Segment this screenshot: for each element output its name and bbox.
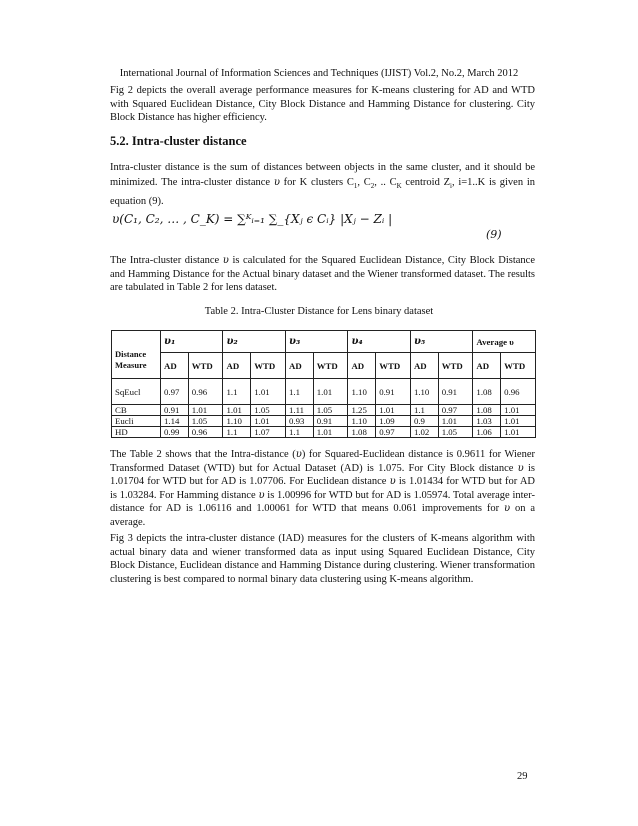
cell: 1.05 bbox=[438, 427, 473, 438]
cell: 0.91 bbox=[313, 416, 348, 427]
cell: 1.01 bbox=[313, 427, 348, 438]
para4-f: on a average. bbox=[110, 503, 535, 528]
paragraph-intra-definition bbox=[110, 160, 535, 209]
para2-b: for K clusters C bbox=[279, 177, 354, 188]
cell: 0.96 bbox=[188, 379, 223, 405]
cell: 0.99 bbox=[161, 427, 189, 438]
subheader: WTD bbox=[313, 353, 348, 379]
paragraph-fig2: Fig 2 depicts the overall average performance measures for K-means clustering for AD and WTD with Squared Euclidean Distance, City Block Distance and Hamming Distance for clustering. City Block Distance has higher efficiency. bbox=[110, 85, 535, 123]
cell: 1.03 bbox=[473, 416, 501, 427]
para3-b: is calculated for the Squared Euclidean Distance, City Block Distance and Hamming Distance for the Actual binary dataset and the Wiener transformed dataset. The results are tabulated in Table 2 for lens dataset. bbox=[110, 255, 535, 293]
para3-a: The Intra-cluster distance bbox=[110, 255, 223, 266]
subheader: AD bbox=[348, 353, 376, 379]
cell: 0.96 bbox=[188, 427, 223, 438]
cell: 0.91 bbox=[438, 379, 473, 405]
table-caption: Table 2. Intra-Cluster Distance for Lens binary dataset bbox=[204, 306, 434, 317]
para4-c: is 1.01704 for WTD but for AD is 1.07706. For Euclidean distance bbox=[110, 462, 535, 487]
group-header: υ₃ bbox=[285, 331, 347, 353]
para2-c: , C bbox=[357, 177, 371, 188]
cell: 1.01 bbox=[313, 379, 348, 405]
cell: 1.01 bbox=[501, 416, 536, 427]
paragraph-fig3: Fig 3 depicts the intra-cluster distance (IAD) measures for the clusters of K-means algorithm with actual binary data and wiener transformed data as input using Squared Euclidean Distance, City Block Distance, Euclidean distance and Hamming Distance during clustering. Wiener transformation clustering is best compared to normal binary data clustering using K-means algorithm. bbox=[110, 533, 535, 585]
sub-k: K bbox=[396, 182, 402, 191]
upsilon-symbol: υ bbox=[273, 177, 280, 188]
cell: 1.05 bbox=[188, 416, 223, 427]
cell: 1.1 bbox=[223, 427, 251, 438]
group-header: υ₂ bbox=[223, 331, 285, 353]
cell: 1.06 bbox=[473, 427, 501, 438]
cell: 1.01 bbox=[223, 405, 251, 416]
cell: 1.01 bbox=[251, 379, 286, 405]
page-number: 29 bbox=[517, 771, 528, 782]
cell: 0.97 bbox=[438, 405, 473, 416]
journal-header: International Journal of Information Sciences and Techniques (IJIST) Vol.2, No.2, March 2012 bbox=[119, 68, 519, 79]
subheader: AD bbox=[473, 353, 501, 379]
cell: 1.01 bbox=[376, 405, 411, 416]
cell: 1.1 bbox=[285, 427, 313, 438]
group-header: υ₅ bbox=[410, 331, 472, 353]
upsilon-symbol: υ bbox=[389, 476, 396, 487]
para2-f: , i=1..K is given in equation (9). bbox=[110, 177, 536, 208]
row-label: CB bbox=[112, 405, 161, 416]
subheader: AD bbox=[223, 353, 251, 379]
upsilon-symbol: υ bbox=[517, 462, 524, 474]
cell: 0.91 bbox=[161, 405, 189, 416]
cell: 1.08 bbox=[473, 405, 501, 416]
cell: 1.05 bbox=[251, 405, 286, 416]
cell: 1.01 bbox=[251, 416, 286, 427]
upsilon-symbol: υ bbox=[222, 255, 229, 266]
cell: 1.11 bbox=[285, 405, 313, 416]
paragraph-intra-calc bbox=[110, 254, 535, 295]
para4-a: The Table 2 shows that the Intra-distance ( bbox=[110, 449, 296, 460]
cell: 1.1 bbox=[285, 379, 313, 405]
sub-2: 2 bbox=[370, 182, 375, 191]
subheader: WTD bbox=[188, 353, 223, 379]
cell: 0.91 bbox=[376, 379, 411, 405]
upsilon-symbol: υ bbox=[503, 503, 511, 514]
section-heading: 5.2. Intra-cluster distance bbox=[110, 134, 247, 148]
table-row bbox=[112, 416, 536, 427]
upsilon-symbol: υ bbox=[295, 449, 302, 460]
subheader: WTD bbox=[501, 353, 536, 379]
subheader: WTD bbox=[376, 353, 411, 379]
cell: 1.01 bbox=[501, 427, 536, 438]
para4-d: is 1.01434 for WTD but for AD is 1.03284. For Hamming distance bbox=[110, 476, 535, 501]
group-header-average: Average υ bbox=[473, 331, 536, 353]
cell: 0.97 bbox=[161, 379, 189, 405]
cell: 1.08 bbox=[473, 379, 501, 405]
cell: 1.05 bbox=[313, 405, 348, 416]
cell: 1.10 bbox=[348, 379, 376, 405]
paragraph-table-analysis bbox=[110, 448, 535, 529]
sub-1: 1 bbox=[353, 182, 358, 191]
para4-b: ) for Squared-Euclidean distance is 0.9611 for Wiener Transformed Dataset (WTD) but for Actual Dataset (AD) is 1.075. For City Block distance bbox=[110, 449, 535, 474]
cell: 0.93 bbox=[285, 416, 313, 427]
row-label: HD bbox=[112, 427, 161, 438]
group-header: υ₁ bbox=[161, 331, 223, 353]
para2-a: minimized. The intra-cluster distance bbox=[110, 177, 274, 188]
subheader: AD bbox=[410, 353, 438, 379]
upsilon-symbol: υ bbox=[258, 489, 265, 501]
cell: 1.1 bbox=[410, 405, 438, 416]
cell: 1.14 bbox=[161, 416, 189, 427]
cell: 1.1 bbox=[223, 379, 251, 405]
cell: 1.01 bbox=[501, 405, 536, 416]
subheader: AD bbox=[285, 353, 313, 379]
cell: 1.10 bbox=[223, 416, 251, 427]
cell: 1.01 bbox=[438, 416, 473, 427]
para4-e: is 1.00996 for WTD but for AD is 1.05974. Total average inter-distance for AD is 1.06116 and 1.00061 for WTD that means 0.061 improvements for bbox=[110, 489, 535, 514]
cell: 1.10 bbox=[410, 379, 438, 405]
cell: 0.9 bbox=[410, 416, 438, 427]
table-row bbox=[112, 379, 536, 405]
row-label: Eucli bbox=[112, 416, 161, 427]
para2-line1: Intra-cluster distance is the sum of distances between objects in the same cluster, and it should be bbox=[110, 162, 535, 173]
cell: 1.08 bbox=[348, 427, 376, 438]
equation-9: υ(C₁, C₂, … , C_K) = ∑ᴷᵢ₌₁ ∑_{Xⱼ ϵ Cᵢ} |Xⱼ − Zᵢ | bbox=[112, 212, 393, 226]
cell: 1.25 bbox=[348, 405, 376, 416]
group-header: υ₄ bbox=[348, 331, 410, 353]
subheader: WTD bbox=[438, 353, 473, 379]
para2-e: centroid Z bbox=[401, 177, 450, 188]
row-label: SqEucl bbox=[112, 379, 161, 405]
sub-i: i bbox=[450, 182, 452, 191]
intra-cluster-table bbox=[111, 330, 536, 438]
cell: 1.02 bbox=[410, 427, 438, 438]
distance-measure-header: Distance Measure bbox=[112, 331, 161, 379]
subheader: WTD bbox=[251, 353, 286, 379]
subheader: AD bbox=[161, 353, 189, 379]
para2-d: , .. C bbox=[374, 177, 397, 188]
cell: 1.10 bbox=[348, 416, 376, 427]
cell: 1.07 bbox=[251, 427, 286, 438]
cell: 0.96 bbox=[501, 379, 536, 405]
equation-number: (9) bbox=[486, 228, 502, 241]
table-row bbox=[112, 427, 536, 438]
cell: 0.97 bbox=[376, 427, 411, 438]
cell: 1.09 bbox=[376, 416, 411, 427]
cell: 1.01 bbox=[188, 405, 223, 416]
table-row bbox=[112, 405, 536, 416]
